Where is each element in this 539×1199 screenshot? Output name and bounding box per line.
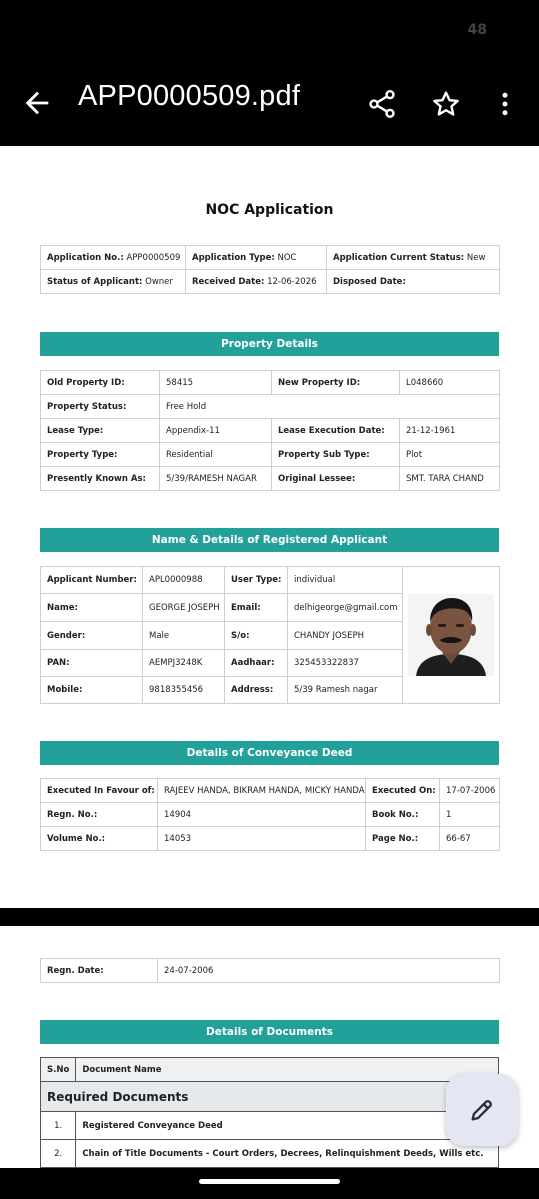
aadhaar-value: 325453322837 [288, 650, 403, 677]
regn-no-label: Regn. No.: [41, 803, 158, 827]
email-label: Email: [225, 594, 288, 622]
pan-label: PAN: [41, 650, 143, 677]
document-heading: NOC Application [205, 202, 334, 218]
regn-date-label: Regn. Date: [41, 959, 158, 983]
applicant-number-value: APL0000988 [143, 567, 225, 594]
home-gesture-pill[interactable] [199, 1179, 340, 1184]
sno-column-header: S.No [41, 1058, 76, 1082]
lease-type-value: Appendix-11 [160, 419, 272, 443]
document-name-column-header: Document Name [76, 1058, 499, 1082]
received-date-value: 12-06-2026 [267, 276, 317, 287]
page-no-label: Page No.: [366, 827, 440, 851]
address-label: Address: [225, 677, 288, 704]
property-status-value: Free Hold [160, 395, 500, 419]
lease-execution-label: Lease Execution Date: [272, 419, 400, 443]
page-no-value: 66-67 [440, 827, 500, 851]
property-type-value: Residential [160, 443, 272, 467]
mobile-label: Mobile: [41, 677, 143, 704]
so-label: S/o: [225, 622, 288, 650]
book-no-label: Book No.: [366, 803, 440, 827]
mobile-value: 9818355456 [143, 677, 225, 704]
more-vert-icon[interactable] [490, 88, 520, 120]
required-documents-section: Required Documents [41, 1082, 499, 1112]
applicant-details-header: Name & Details of Registered Applicant [40, 528, 499, 552]
app-no-label: Application No.: [47, 252, 124, 263]
executed-on-label: Executed On: [366, 779, 440, 803]
disposed-date-label: Disposed Date: [333, 276, 406, 287]
applicant-photo [408, 594, 494, 676]
original-lessee-label: Original Lessee: [272, 467, 400, 491]
user-type-label: User Type: [225, 567, 288, 594]
pdf-page-1[interactable] [0, 146, 539, 908]
aadhaar-label: Aadhaar: [225, 650, 288, 677]
regn-date-table [40, 958, 500, 983]
address-value: 5/39 Ramesh nagar [288, 677, 403, 704]
applicant-photo-cell [403, 567, 500, 704]
document-name: Registered Conveyance Deed [76, 1112, 499, 1140]
edit-pencil-icon [468, 1096, 496, 1124]
known-as-value: 5/39/RAMESH NAGAR [160, 467, 272, 491]
summary-table [40, 245, 500, 294]
name-value: GEORGE JOSEPH [143, 594, 225, 622]
document-sno: 2. [41, 1140, 76, 1168]
favour-label: Executed In Favour of: [41, 779, 158, 803]
table-row [41, 1140, 499, 1168]
known-as-label: Presently Known As: [41, 467, 160, 491]
property-sub-type-value: Plot [400, 443, 500, 467]
documents-header: Details of Documents [40, 1020, 499, 1044]
lease-execution-value: 21-12-1961 [400, 419, 500, 443]
email-value: delhigeorge@gmail.com [288, 594, 403, 622]
app-type-value: NOC [277, 252, 297, 263]
regn-date-value: 24-07-2006 [158, 959, 500, 983]
executed-on-value: 17-07-2006 [440, 779, 500, 803]
user-type-value: individual [288, 567, 403, 594]
book-no-value: 1 [440, 803, 500, 827]
applicant-table [40, 566, 500, 704]
conveyance-table [40, 778, 500, 851]
system-nav-bar [0, 1168, 539, 1199]
document-title: APP0000509.pdf [78, 80, 301, 112]
volume-no-label: Volume No.: [41, 827, 158, 851]
property-table [40, 370, 500, 491]
applicant-status-label: Status of Applicant: [47, 276, 143, 287]
volume-no-value: 14053 [158, 827, 366, 851]
conveyance-deed-header: Details of Conveyance Deed [40, 741, 499, 765]
lease-type-label: Lease Type: [41, 419, 160, 443]
property-details-header: Property Details [40, 332, 499, 356]
documents-table [40, 1057, 499, 1168]
property-sub-type-label: Property Sub Type: [272, 443, 400, 467]
property-type-label: Property Type: [41, 443, 160, 467]
new-property-id-value: L048660 [400, 371, 500, 395]
share-icon[interactable] [366, 88, 398, 120]
edit-button[interactable] [446, 1074, 518, 1146]
gender-label: Gender: [41, 622, 143, 650]
favour-value: RAJEEV HANDA, BIKRAM HANDA, MICKY HANDA [158, 779, 366, 803]
star-outline-icon[interactable] [430, 88, 462, 120]
regn-no-value: 14904 [158, 803, 366, 827]
so-value: CHANDY JOSEPH [288, 622, 403, 650]
gender-value: Male [143, 622, 225, 650]
status-number: 48 [467, 22, 487, 38]
old-property-id-value: 58415 [160, 371, 272, 395]
applicant-number-label: Applicant Number: [41, 567, 143, 594]
top-app-bar [0, 0, 539, 146]
arrow-back-icon[interactable] [20, 86, 54, 120]
document-sno: 1. [41, 1112, 76, 1140]
name-label: Name: [41, 594, 143, 622]
applicant-status-value: Owner [145, 276, 173, 287]
pan-value: AEMPJ3248K [143, 650, 225, 677]
original-lessee-value: SMT. TARA CHAND [400, 467, 500, 491]
old-property-id-label: Old Property ID: [41, 371, 160, 395]
app-status-label: Application Current Status: [333, 252, 465, 263]
app-no-value: APP0000509 [126, 252, 181, 263]
app-status-value: New [466, 252, 486, 263]
document-name: Chain of Title Documents - Court Orders, Decrees, Relinquishment Deeds, Wills etc. [76, 1140, 499, 1168]
received-date-label: Received Date: [192, 276, 265, 287]
app-type-label: Application Type: [192, 252, 275, 263]
table-row [41, 1112, 499, 1140]
property-status-label: Property Status: [41, 395, 160, 419]
new-property-id-label: New Property ID: [272, 371, 400, 395]
